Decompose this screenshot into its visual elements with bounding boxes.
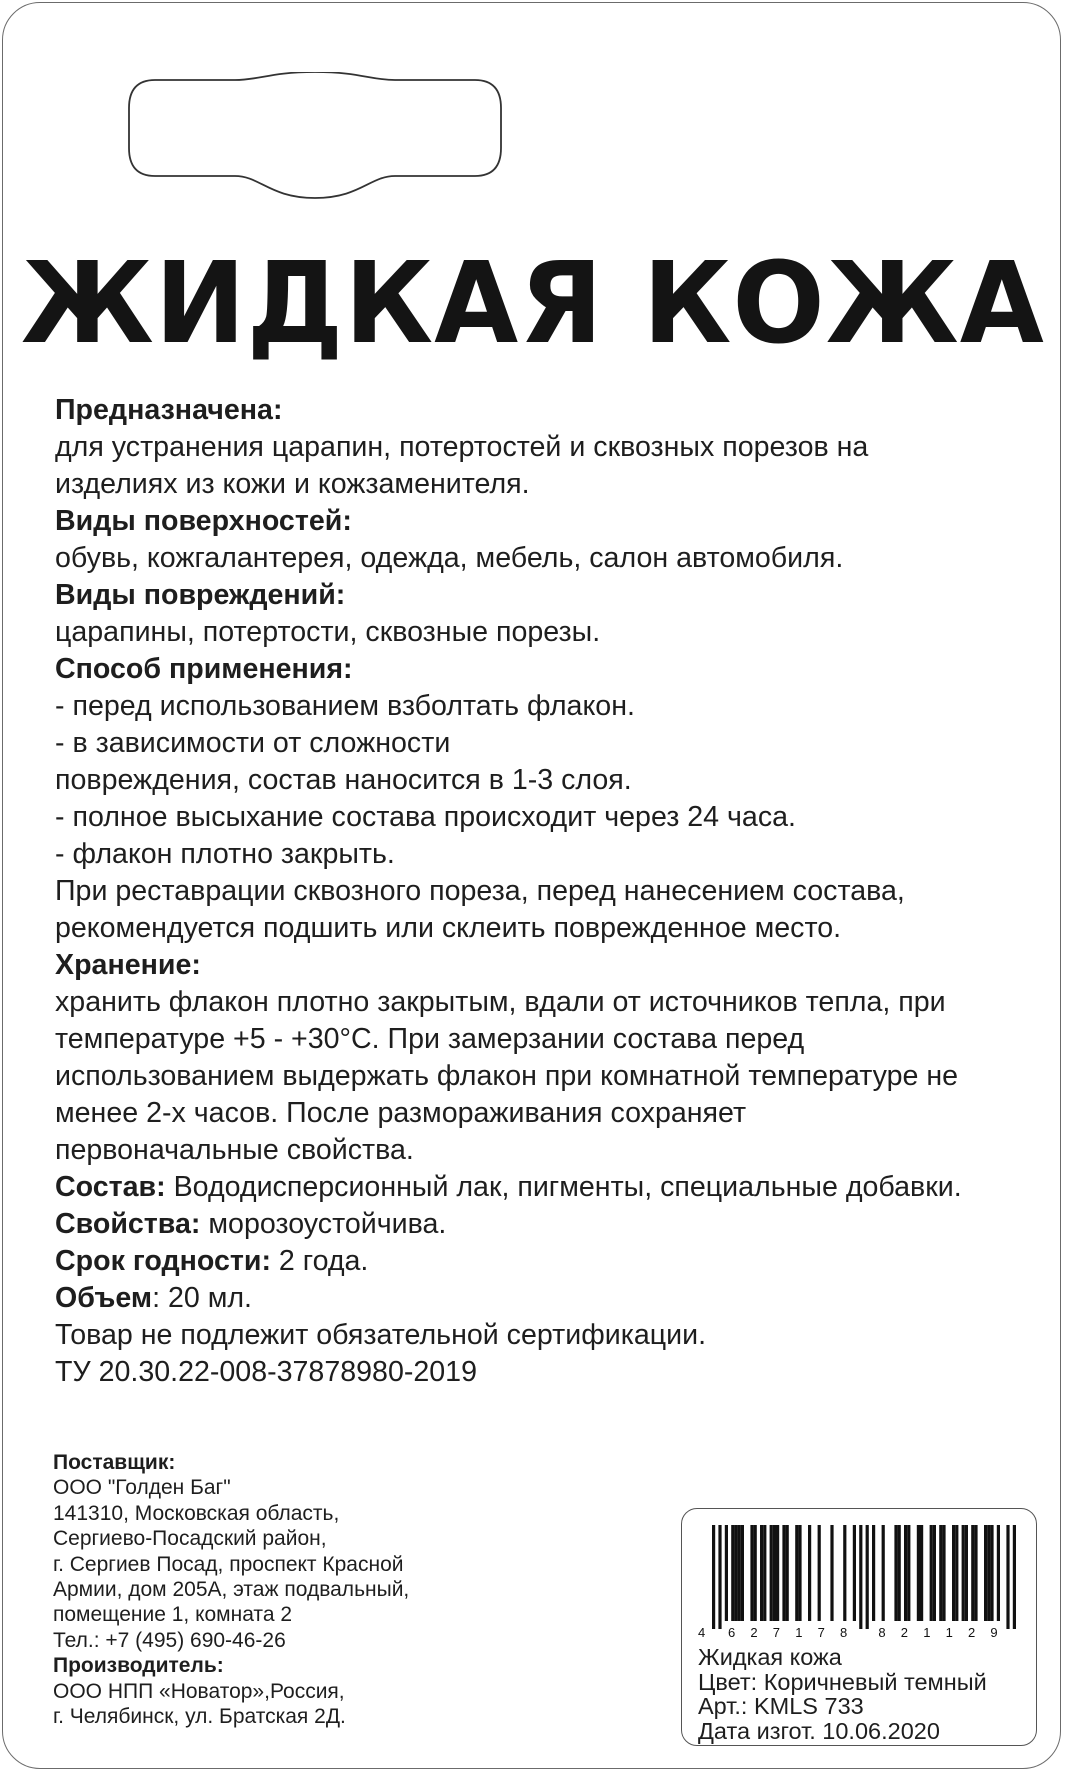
manufacturer-line: г. Челябинск, ул. Братская 2Д. xyxy=(53,1705,346,1729)
barcode-bar xyxy=(987,1525,990,1621)
barcode-digit: 6 xyxy=(728,1625,736,1640)
barcode-bar xyxy=(843,1525,846,1621)
supplier-line: Армии, дом 205А, этаж подвальный, xyxy=(53,1578,410,1602)
supplier-phone: Тел.: +7 (495) 690-46-26 xyxy=(53,1628,286,1652)
barcode-bar xyxy=(907,1525,910,1621)
label-product-name: Жидкая кожа xyxy=(698,1644,842,1670)
section-text: - полное высыхание состава происходит через 24 часа. xyxy=(55,801,796,833)
section-text: использованием выдержать флакон при комнатной температуре не xyxy=(55,1060,959,1092)
hang-hole-icon xyxy=(125,72,505,200)
product-label xyxy=(681,1508,1037,1746)
section-heading: Виды поверхностей: xyxy=(55,505,352,537)
barcode-bar xyxy=(712,1525,715,1629)
barcode-bar xyxy=(830,1525,833,1621)
barcode-bar xyxy=(773,1525,776,1621)
section-text: изделиях из кожи и кожзаменителя. xyxy=(55,468,530,500)
section-text: для устранения царапин, потертостей и сквозных порезов на xyxy=(55,431,869,463)
barcode-bar xyxy=(904,1525,907,1621)
barcode-bar xyxy=(754,1525,757,1621)
barcode-bar xyxy=(859,1525,862,1629)
barcode-bar xyxy=(962,1525,965,1621)
barcode-bar xyxy=(872,1525,875,1621)
barcode-bar xyxy=(866,1525,869,1629)
barcode-bar xyxy=(750,1525,753,1621)
barcode-bar xyxy=(798,1525,801,1621)
barcode-bar xyxy=(898,1525,901,1621)
barcode-bar xyxy=(818,1525,821,1621)
barcode-digit: 1 xyxy=(923,1625,931,1640)
barcode-digit: 9 xyxy=(990,1625,998,1640)
barcode-bar xyxy=(718,1525,721,1629)
section-text: - в зависимости от сложности xyxy=(55,727,451,759)
barcode-bar xyxy=(786,1525,789,1621)
barcode-bar xyxy=(770,1525,773,1621)
section-heading: Виды повреждений: xyxy=(55,579,346,611)
supplier-line: 141310, Московская область, xyxy=(53,1501,340,1525)
barcode-bar xyxy=(738,1525,741,1621)
barcode-bar xyxy=(917,1525,920,1621)
section-text: повреждения, состав наносится в 1-3 слоя. xyxy=(55,764,632,796)
supplier-line: Сергиево-Посадский район, xyxy=(53,1527,327,1551)
barcode-bar xyxy=(952,1525,955,1621)
section-text: менее 2-х часов. После размораживания сохраняет xyxy=(55,1097,747,1129)
barcode-bar xyxy=(997,1525,1000,1621)
barcode-bar xyxy=(933,1525,936,1621)
section-text: При реставрации сквозного пореза, перед нанесением состава, xyxy=(55,875,905,907)
barcode-bar xyxy=(731,1525,734,1621)
barcode-digit: 8 xyxy=(878,1625,886,1640)
barcode-bar xyxy=(808,1525,811,1621)
barcode-digit: 4 xyxy=(698,1625,706,1640)
section-heading: Предназначена: xyxy=(55,394,283,426)
barcode-bar xyxy=(965,1525,968,1621)
barcode-icon xyxy=(696,1525,1020,1647)
section-text: - перед использованием взболтать флакон. xyxy=(55,690,635,722)
barcode-digit: 8 xyxy=(840,1625,848,1640)
barcode-digit: 2 xyxy=(900,1625,909,1640)
barcode-bar xyxy=(882,1525,885,1621)
supplier-heading: Поставщик: xyxy=(53,1451,176,1474)
barcode-digit: 2 xyxy=(750,1625,758,1640)
barcode-bar xyxy=(853,1525,856,1621)
section-heading: Хранение: xyxy=(55,949,201,981)
barcode-digit: 7 xyxy=(772,1625,781,1640)
manufacturer-line: ООО НПП «Новатор»,Россия, xyxy=(53,1679,345,1703)
supplier-line: помещение 1, комната 2 xyxy=(53,1603,293,1627)
fact-volume: Объем: 20 мл. xyxy=(55,1282,252,1314)
fact-shelf-life: Срок годности: 2 года. xyxy=(55,1245,369,1277)
barcode-digit: 1 xyxy=(945,1625,953,1640)
section-text: царапины, потертости, сквозные порезы. xyxy=(55,616,601,648)
section-text: первоначальные свойства. xyxy=(55,1134,414,1166)
barcode-bar xyxy=(782,1525,785,1621)
label-manufacture-date: Дата изгот. 10.06.2020 xyxy=(698,1717,940,1744)
barcode-bar xyxy=(1006,1525,1009,1629)
barcode-bar xyxy=(955,1525,958,1621)
barcode-bar xyxy=(894,1525,897,1621)
barcode-bar xyxy=(760,1525,763,1621)
supplier-line: г. Сергиев Посад, проспект Красной xyxy=(53,1552,404,1576)
barcode-bar xyxy=(939,1525,942,1621)
barcode-bar xyxy=(984,1525,987,1621)
label-text xyxy=(698,1645,987,1743)
barcode-bar xyxy=(741,1525,744,1621)
barcode-bar xyxy=(971,1525,974,1621)
section-text: хранить флакон плотно закрытым, вдали от источников тепла, при xyxy=(55,986,946,1018)
barcode-bar xyxy=(1013,1525,1016,1629)
barcode-bar xyxy=(763,1525,766,1621)
barcode-bar xyxy=(795,1525,798,1621)
certification-note: Товар не подлежит обязательной сертификации. xyxy=(55,1319,707,1351)
instructions xyxy=(55,392,1040,1391)
section-heading: Способ применения: xyxy=(55,653,353,685)
barcode-digit: 1 xyxy=(795,1625,803,1640)
barcode-bar xyxy=(734,1525,737,1621)
label-article: Арт.: KMLS 733 xyxy=(698,1693,864,1719)
barcode-bar xyxy=(930,1525,933,1621)
section-text: обувь, кожгалантерея, одежда, мебель, салон автомобиля. xyxy=(55,542,844,574)
barcode-digit: 7 xyxy=(817,1625,825,1640)
barcode-bar xyxy=(920,1525,923,1621)
section-text: - флакон плотно закрыть. xyxy=(55,838,395,870)
barcode-bar xyxy=(725,1525,728,1621)
supplier-info xyxy=(53,1450,673,1729)
supplier-line: ООО "Голден Баг" xyxy=(53,1476,231,1500)
tech-spec-code: ТУ 20.30.22-008-37878980-2019 xyxy=(55,1356,477,1388)
barcode-digit: 2 xyxy=(968,1625,976,1640)
label-color: Цвет: Коричневый темный xyxy=(698,1668,987,1695)
barcode-bar xyxy=(776,1525,779,1621)
section-text: температуре +5 - +30°С. При замерзании состава перед xyxy=(55,1023,805,1055)
barcode-bar xyxy=(990,1525,993,1621)
section-text: рекомендуется подшить или склеить поврежденное место. xyxy=(55,912,842,944)
barcode-bar xyxy=(974,1525,977,1621)
barcode-bar xyxy=(942,1525,945,1621)
fact-properties: Свойства: морозоустойчива. xyxy=(55,1208,447,1240)
manufacturer-heading: Производитель: xyxy=(53,1654,224,1678)
product-title: ЖИДКАЯ КОЖА xyxy=(20,239,1045,369)
fact-composition: Состав: Вододисперсионный лак, пигменты, специальные добавки. xyxy=(55,1171,962,1203)
